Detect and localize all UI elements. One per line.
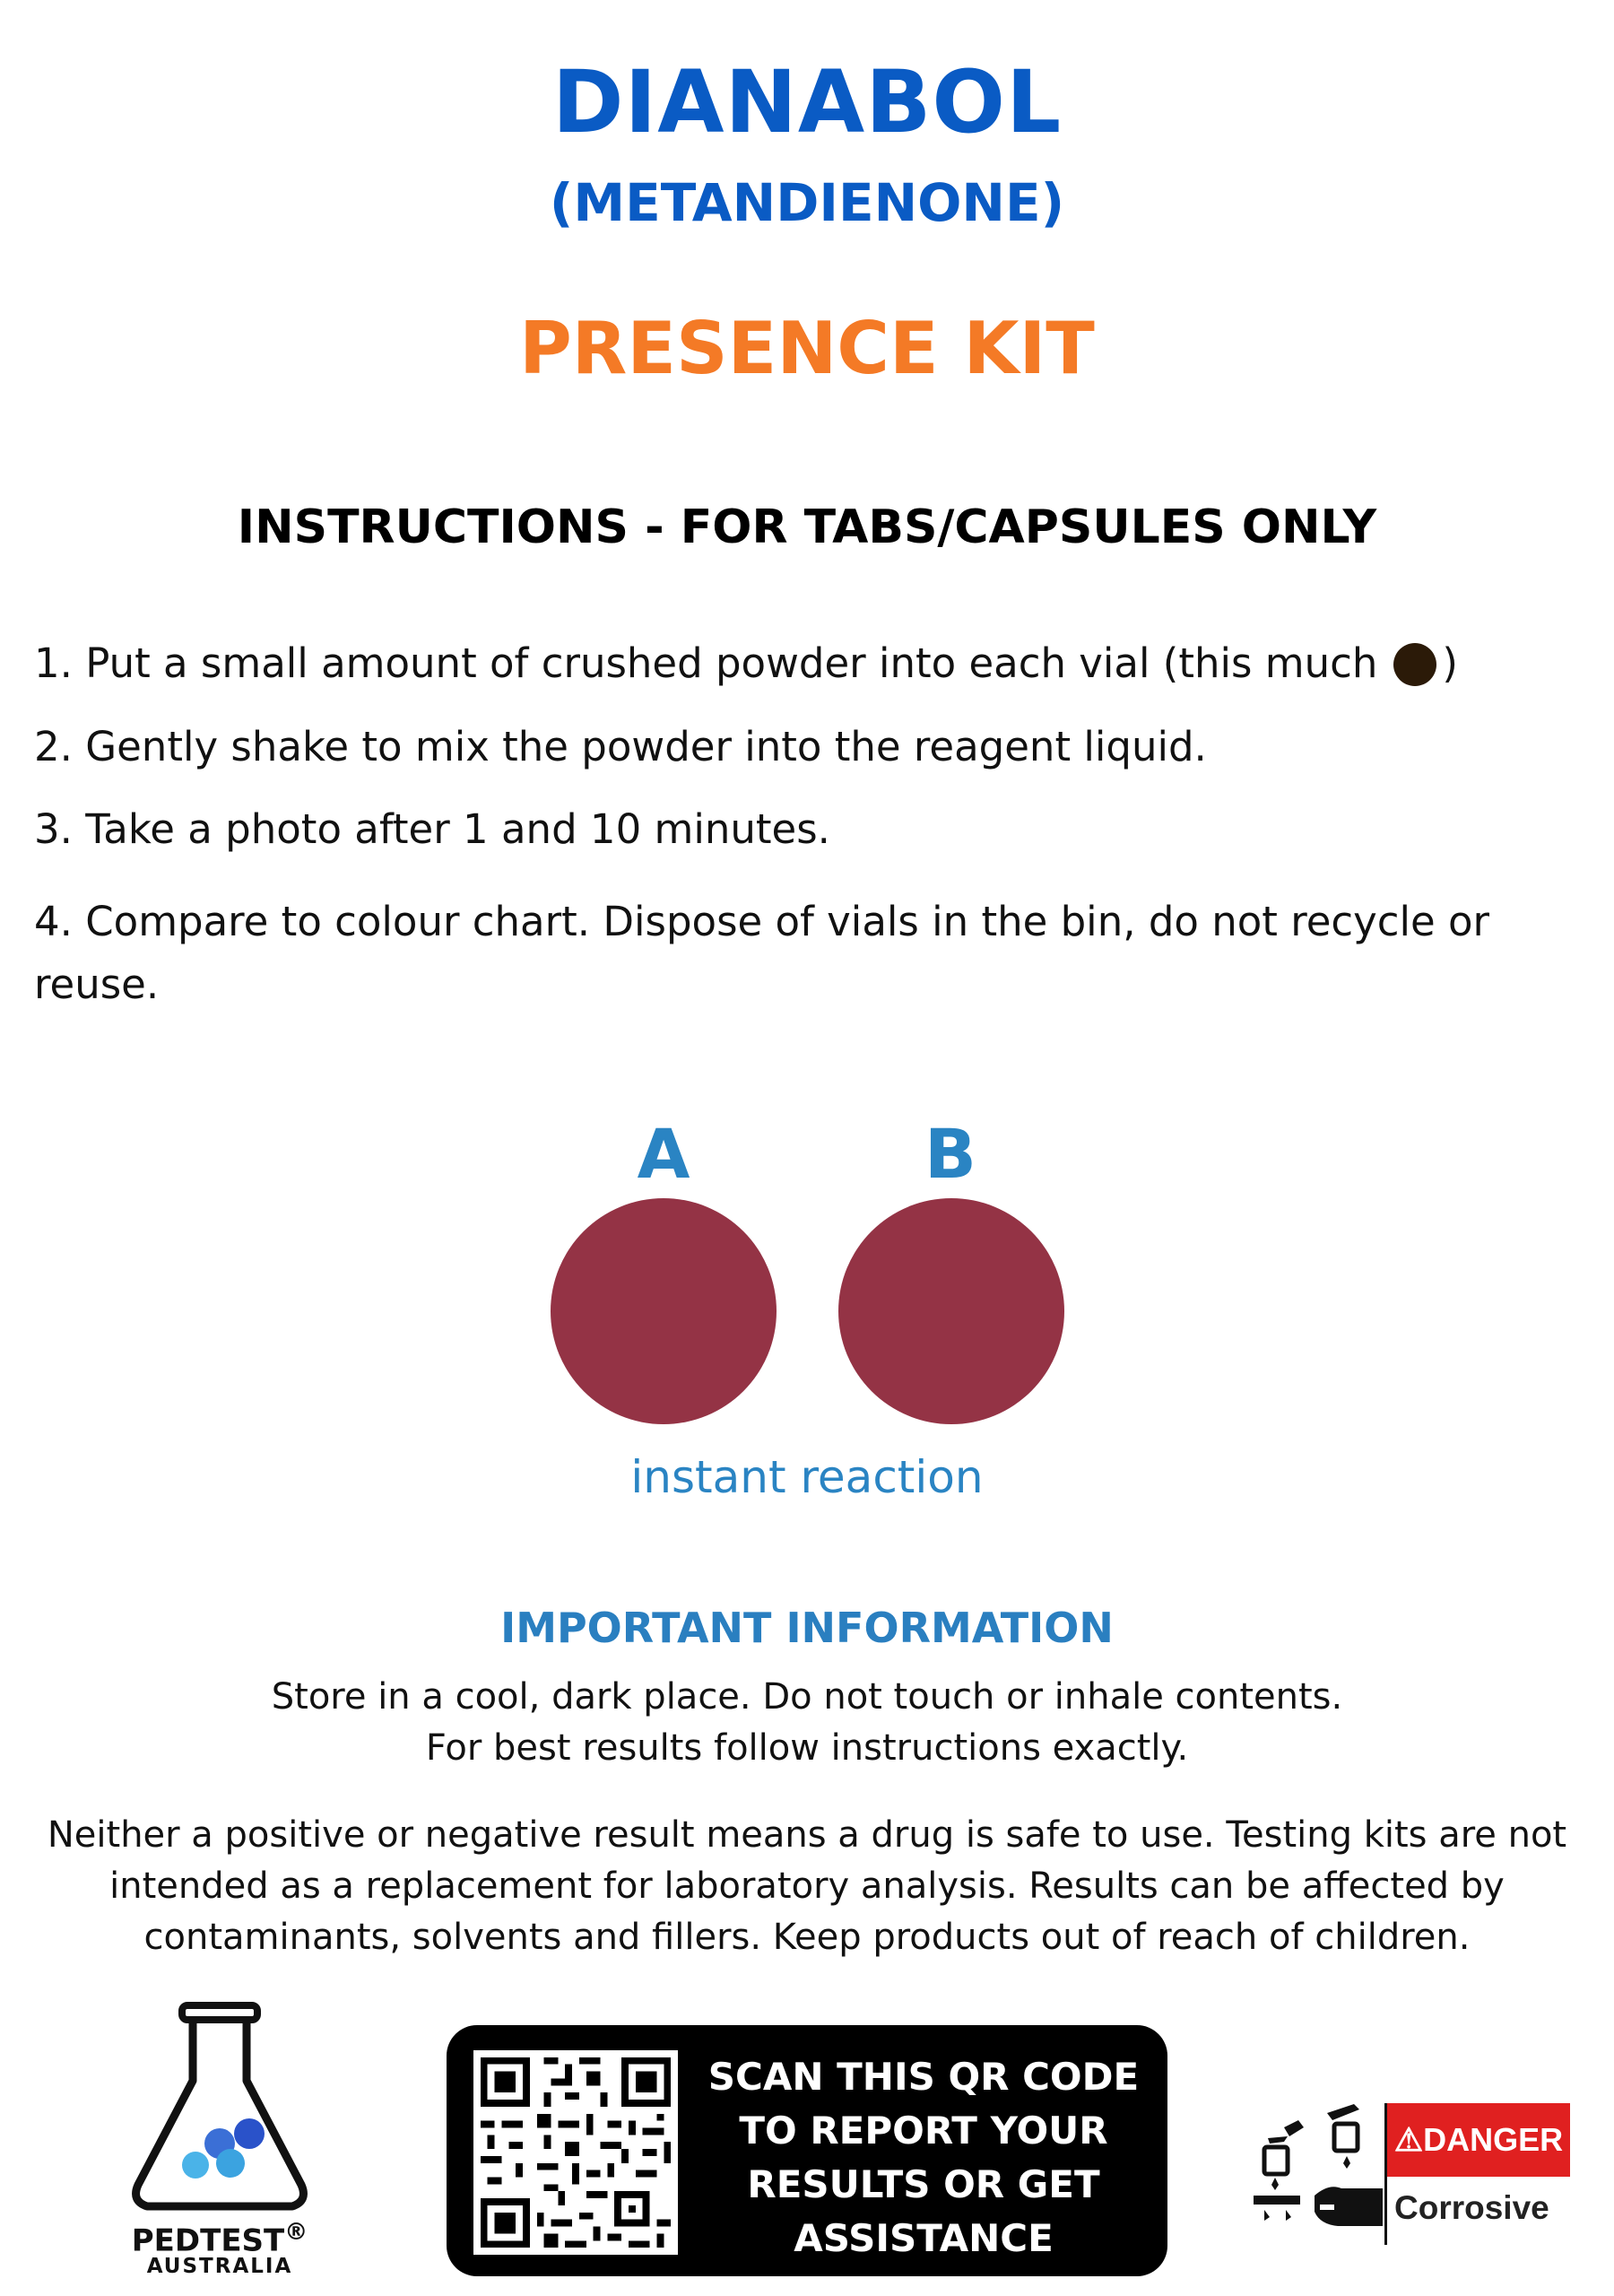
instruction-step-3: 3. Take a photo after 1 and 10 minutes. bbox=[34, 805, 830, 853]
corrosive-hazard-icon bbox=[1248, 2100, 1390, 2244]
vial-b-colour-swatch bbox=[838, 1198, 1064, 1424]
product-title: DIANABOL bbox=[551, 52, 1063, 152]
vial-label-a: A bbox=[637, 1114, 690, 1194]
storage-line-2: For best results follow instructions exactly. bbox=[425, 1727, 1189, 1769]
qr-instructions: SCAN THIS QR CODE TO REPORT YOUR RESULTS OR GET ASSISTANCE bbox=[707, 2055, 1140, 2260]
step-1-end: ) bbox=[1442, 639, 1458, 687]
danger-bar bbox=[1387, 2103, 1570, 2177]
warning-triangle-icon: ⚠ bbox=[1393, 2121, 1424, 2158]
step-1-text: 1. Put a small amount of crushed powder into each vial (this much bbox=[34, 639, 1378, 687]
storage-line-1: Store in a cool, dark place. Do not touch or inhale contents. bbox=[271, 1676, 1343, 1718]
disclaimer-text: Neither a positive or negative result means a drug is safe to use. Testing kits are not intended as a replacement for laboratory analysis. Results can be affected by contaminants, solvents and fillers. Keep products out of reach of children. bbox=[47, 1814, 1567, 1958]
instruction-step-4: 4. Compare to colour chart. Dispose of vials in the bin, do not recycle or reuse. bbox=[34, 898, 1490, 1008]
danger-text: DANGER bbox=[1423, 2121, 1564, 2158]
brand-subtitle: AUSTRALIA bbox=[146, 2255, 293, 2278]
product-subtitle: (METANDIENONE) bbox=[549, 172, 1065, 233]
danger-label bbox=[1384, 2103, 1570, 2245]
important-info-heading: IMPORTANT INFORMATION bbox=[500, 1604, 1114, 1652]
hazard-class-text: Corrosive bbox=[1394, 2189, 1549, 2226]
vial-label-b: B bbox=[924, 1114, 976, 1194]
instruction-step-2: 2. Gently shake to mix the powder into the reagent liquid. bbox=[34, 723, 1207, 770]
qr-code-icon[interactable] bbox=[473, 2050, 678, 2255]
registered-mark: ® bbox=[284, 2219, 308, 2246]
qr-panel[interactable] bbox=[447, 2025, 1167, 2276]
reaction-caption: instant reaction bbox=[630, 1451, 984, 1503]
instructions-heading: INSTRUCTIONS - FOR TABS/CAPSULES ONLY bbox=[237, 500, 1377, 554]
powder-dot-icon bbox=[1393, 643, 1436, 686]
brand-name bbox=[108, 2219, 332, 2258]
storage-info bbox=[36, 1672, 1578, 1774]
kit-name: PRESENCE KIT bbox=[519, 307, 1095, 390]
instruction-step-1 bbox=[34, 632, 1585, 695]
brand-text: PEDTEST bbox=[131, 2222, 285, 2259]
vial-a-colour-swatch bbox=[551, 1198, 777, 1424]
